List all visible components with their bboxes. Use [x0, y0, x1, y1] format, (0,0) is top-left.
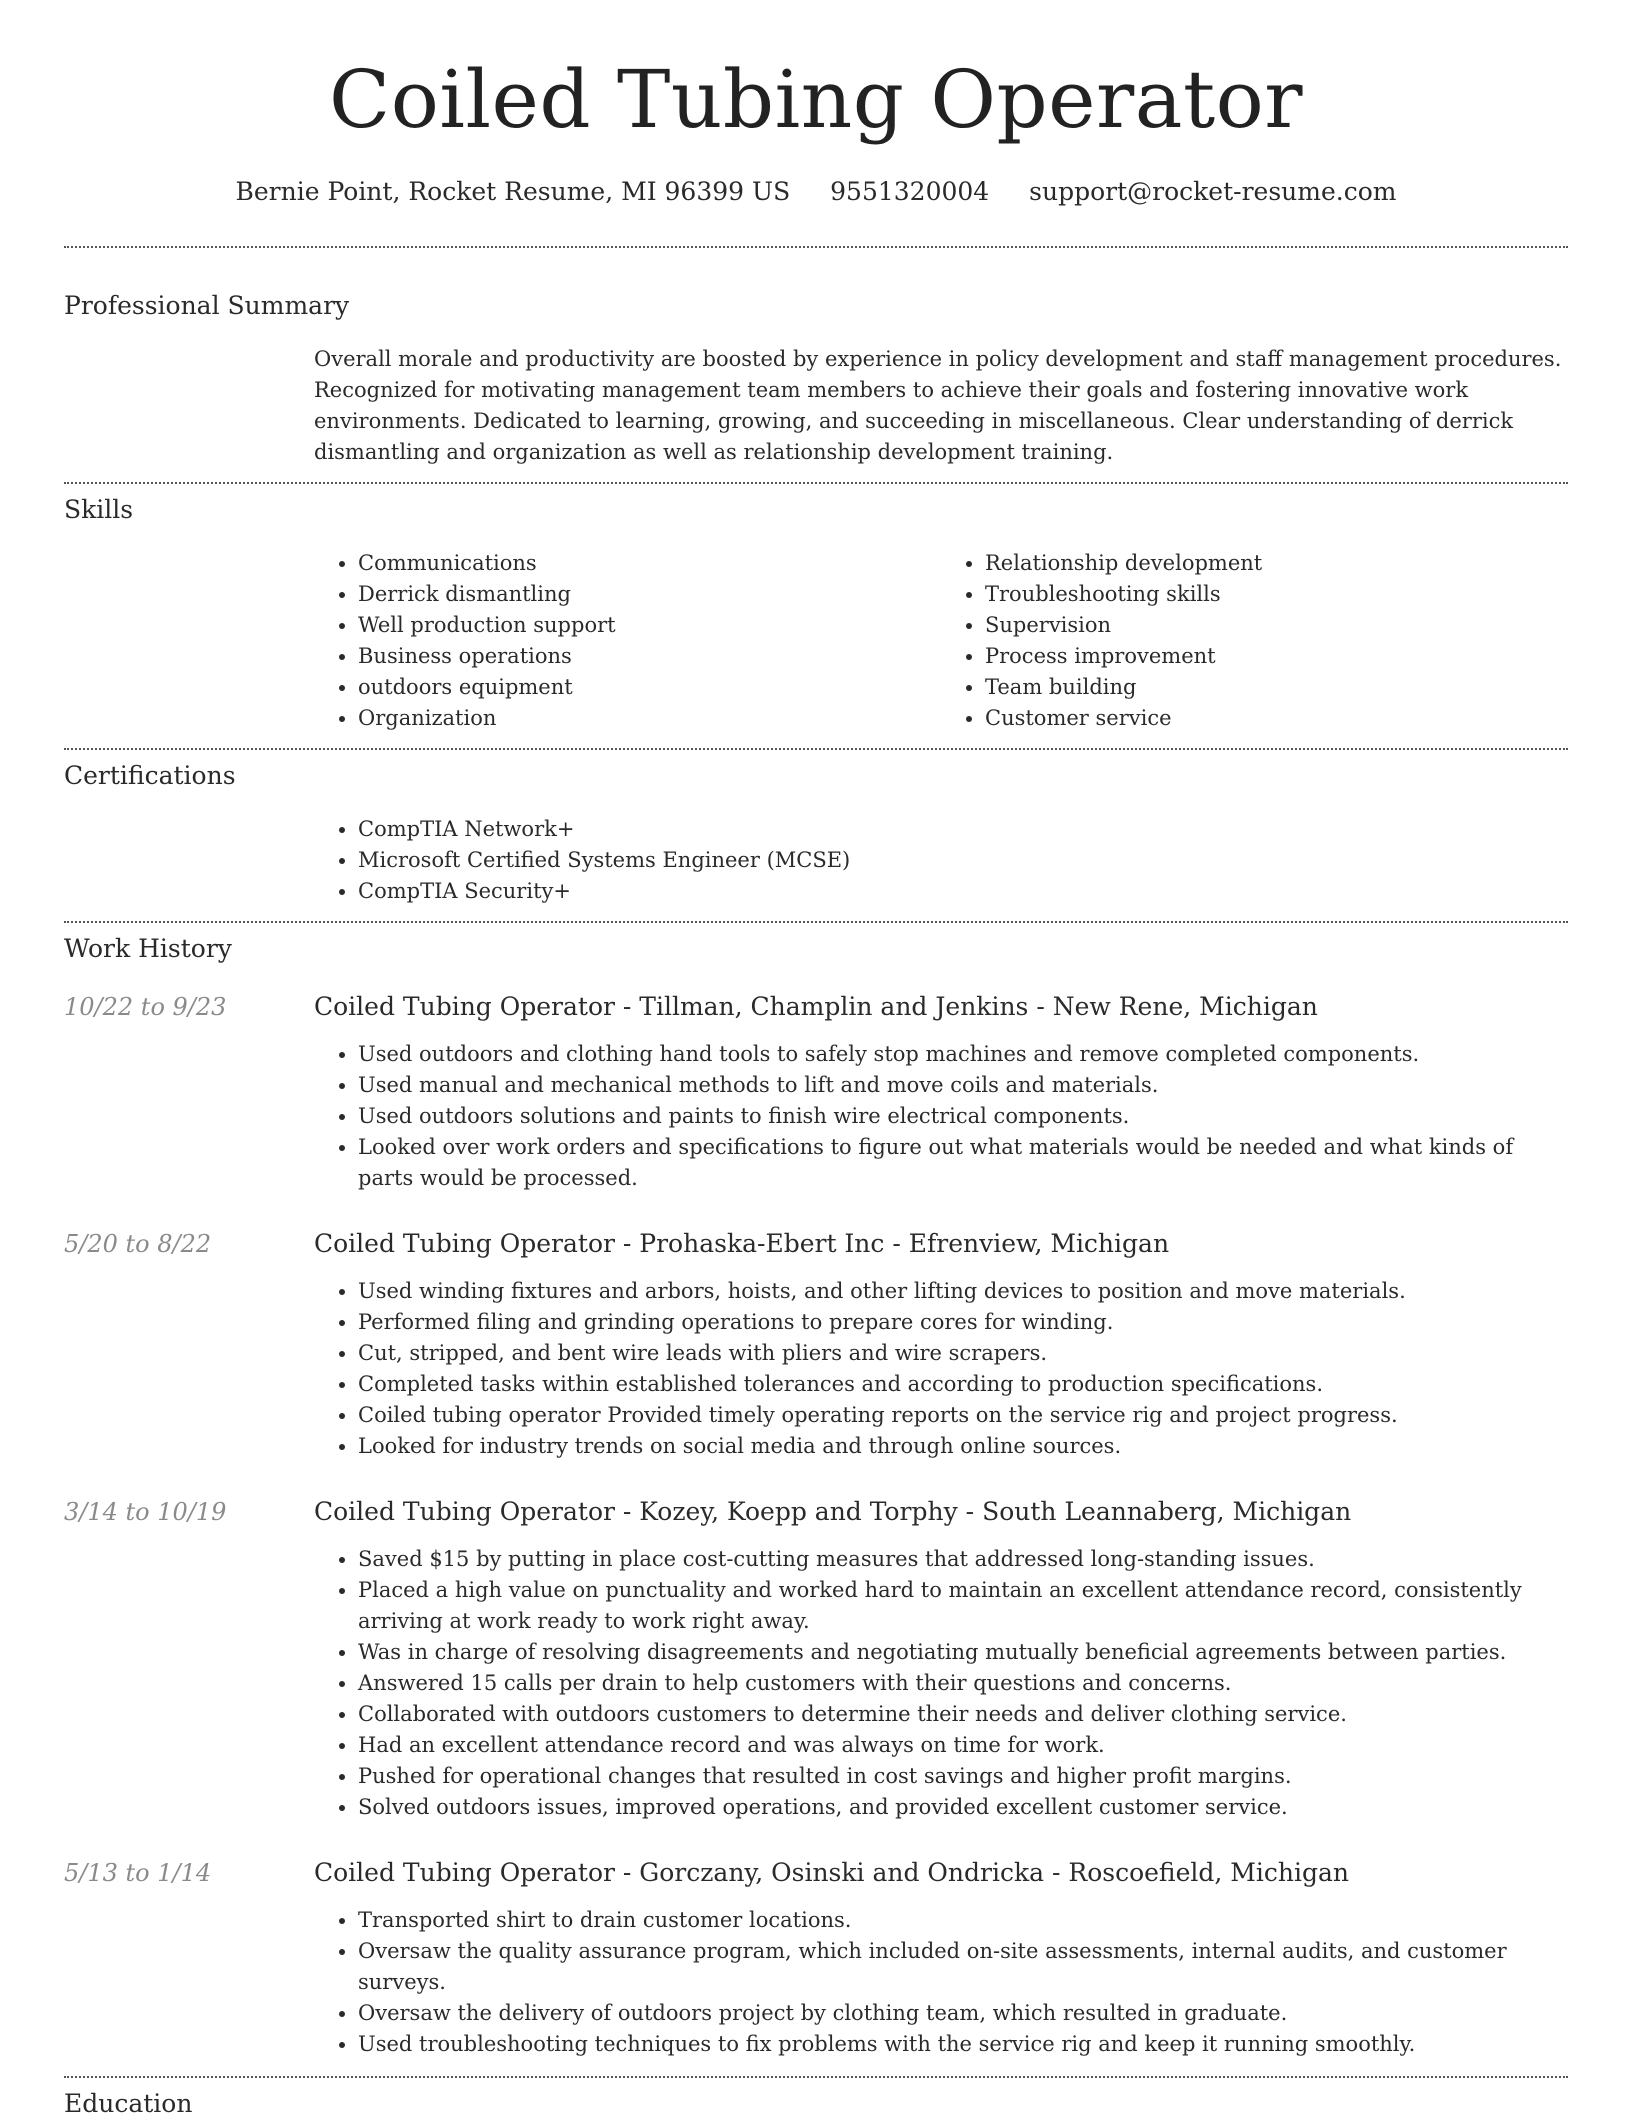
summary-text: Overall morale and productivity are boosted by experience in policy development and staff management procedures. Recognized for motivating management team members to achieve their goals and fostering innovative work environments. Dedicated to learning, growing, and succeeding in miscellaneous. Clear understanding of derrick dismantling and organization as well as relationship development training. — [314, 347, 1562, 464]
job-dates: 10/22 to 9/23 — [64, 993, 227, 1021]
section-summary — [64, 248, 1568, 482]
section-certifications — [64, 750, 1568, 921]
skill-item: • Troubleshooting skills — [985, 579, 1568, 610]
skills-list — [314, 548, 1568, 748]
section-skills — [64, 484, 1568, 748]
job-bullet: • Used outdoors and clothing hand tools to safely stop machines and remove completed components. — [358, 1039, 1568, 1070]
skill-item: • Customer service — [985, 703, 1568, 734]
section-title-summary: Professional Summary — [64, 291, 350, 320]
job-bullets — [314, 1905, 1568, 2060]
section-work-history — [64, 923, 1568, 2076]
job-bullet: • Looked over work orders and specifications to figure out what materials would be needed and what kinds of parts would be processed. — [358, 1132, 1568, 1194]
job-bullet: • Had an excellent attendance record and was always on time for work. — [358, 1730, 1568, 1761]
job-bullet: • Transported shirt to drain customer locations. — [358, 1905, 1568, 1936]
job-bullet: • Used troubleshooting techniques to fix problems with the service rig and keep it running smoothly. — [358, 2029, 1568, 2060]
job-bullet: • Was in charge of resolving disagreements and negotiating mutually beneficial agreements between parties. — [358, 1637, 1568, 1668]
job-dates: 5/13 to 1/14 — [64, 1859, 212, 1887]
job-bullet: • Oversaw the delivery of outdoors project by clothing team, which resulted in graduate. — [358, 1998, 1568, 2029]
job-bullet: • Performed filing and grinding operations to prepare cores for winding. — [358, 1307, 1568, 1338]
job-bullet: • Coiled tubing operator Provided timely operating reports on the service rig and project progress. — [358, 1400, 1568, 1431]
job-bullets — [314, 1039, 1568, 1194]
job-entry — [64, 1857, 1568, 2076]
job-bullet: • Used winding fixtures and arbors, hoists, and other lifting devices to position and move materials. — [358, 1276, 1568, 1307]
skill-item: • Well production support — [358, 610, 941, 641]
certifications-list — [314, 814, 1568, 921]
certification-item: • Microsoft Certified Systems Engineer (MCSE) — [358, 845, 1568, 876]
skill-item: • outdoors equipment — [358, 672, 941, 703]
job-heading: Coiled Tubing Operator - Prohaska-Ebert Inc - Efrenview, Michigan — [314, 1229, 1170, 1258]
job-bullet: • Placed a high value on punctuality and worked hard to maintain an excellent attendance record, consistently arriving at work ready to work right away. — [358, 1575, 1568, 1637]
job-bullet: • Used outdoors solutions and paints to finish wire electrical components. — [358, 1101, 1568, 1132]
contact-email: support@rocket-resume.com — [1029, 177, 1397, 206]
job-dates: 5/20 to 8/22 — [64, 1230, 212, 1258]
job-heading: Coiled Tubing Operator - Gorczany, Osinski and Ondricka - Roscoefield, Michigan — [314, 1858, 1349, 1887]
skill-item: • Team building — [985, 672, 1568, 703]
skill-item: • Derrick dismantling — [358, 579, 941, 610]
job-heading: Coiled Tubing Operator - Kozey, Koepp and Torphy - South Leannaberg, Michigan — [314, 1497, 1352, 1526]
job-heading: Coiled Tubing Operator - Tillman, Champlin and Jenkins - New Rene, Michigan — [314, 992, 1318, 1021]
job-bullets — [314, 1544, 1568, 1823]
section-title-certifications: Certifications — [64, 761, 236, 790]
section-title-work-history: Work History — [64, 934, 232, 963]
skill-item: • Organization — [358, 703, 941, 734]
section-title-skills: Skills — [64, 495, 134, 524]
job-bullet: • Collaborated with outdoors customers to determine their needs and deliver clothing service. — [358, 1699, 1568, 1730]
contact-line — [64, 176, 1568, 208]
job-entry — [64, 991, 1568, 1194]
job-bullet: • Oversaw the quality assurance program, which included on-site assessments, internal audits, and customer surveys. — [358, 1936, 1568, 1998]
job-bullet: • Looked for industry trends on social media and through online sources. — [358, 1431, 1568, 1462]
contact-address: Bernie Point, Rocket Resume, MI 96399 US — [235, 177, 791, 206]
job-bullet: • Answered 15 calls per drain to help customers with their questions and concerns. — [358, 1668, 1568, 1699]
certification-item: • CompTIA Security+ — [358, 876, 1568, 907]
job-entry — [64, 1496, 1568, 1823]
job-entry — [64, 1228, 1568, 1462]
skills-column-left — [314, 548, 941, 734]
section-education — [64, 2078, 1568, 2120]
job-dates: 3/14 to 10/19 — [64, 1498, 227, 1526]
job-bullet: • Solved outdoors issues, improved operations, and provided excellent customer service. — [358, 1792, 1568, 1823]
job-bullet: • Completed tasks within established tolerances and according to production specifications. — [358, 1369, 1568, 1400]
job-bullet: • Pushed for operational changes that resulted in cost savings and higher profit margins. — [358, 1761, 1568, 1792]
skill-item: • Business operations — [358, 641, 941, 672]
section-title-education: Education — [64, 2089, 193, 2118]
skill-item: • Process improvement — [985, 641, 1568, 672]
skill-item: • Relationship development — [985, 548, 1568, 579]
resume-name: Coiled Tubing Operator — [328, 53, 1303, 146]
job-bullet: • Cut, stripped, and bent wire leads with pliers and wire scrapers. — [358, 1338, 1568, 1369]
skills-column-right — [941, 548, 1568, 734]
contact-phone: 9551320004 — [830, 177, 990, 206]
job-bullet: • Saved $15 by putting in place cost-cutting measures that addressed long-standing issues. — [358, 1544, 1568, 1575]
certification-item: • CompTIA Network+ — [358, 814, 1568, 845]
skill-item: • Communications — [358, 548, 941, 579]
job-bullet: • Used manual and mechanical methods to lift and move coils and materials. — [358, 1070, 1568, 1101]
skill-item: • Supervision — [985, 610, 1568, 641]
job-bullets — [314, 1276, 1568, 1462]
